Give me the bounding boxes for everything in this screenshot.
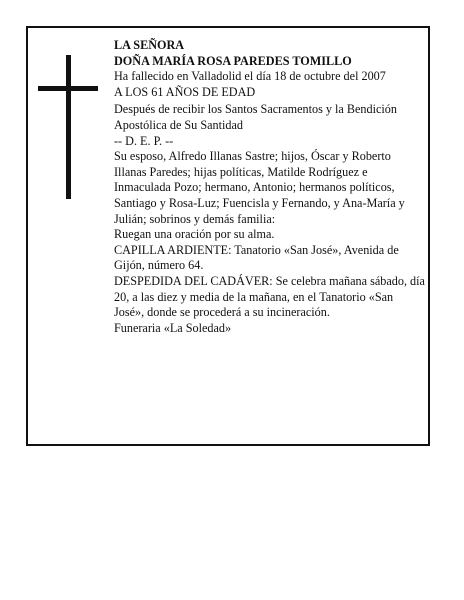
- obituary-text: [114, 38, 426, 338]
- cross-icon: [38, 55, 98, 199]
- chapel-line: CAPILLA ARDIENTE: Tanatorio «San José», Avenida de Gijón, número 64.: [114, 242, 399, 273]
- sacraments-line: Después de recibir los Santos Sacramentos y la Bendición Apostólica de Su Santidad: [114, 102, 397, 132]
- age-line: A LOS 61 AÑOS DE EDAD: [114, 84, 256, 99]
- cross-horizontal-bar: [38, 86, 98, 91]
- obituary-notice: [26, 26, 430, 446]
- title-line-1: LA SEÑORA: [114, 38, 185, 52]
- family-line: Su esposo, Alfredo Illanas Sastre; hijos, Óscar y Roberto Illanas Paredes; hijas políticas, Matilde Rodríguez e Inmaculada Pozo; hermano, Antonio; hermanos políticos, Santiago y Rosa-Luz; Fuencisla y Fernando, y Ana-María y Julián; sobrinos y demás familia:: [114, 149, 405, 226]
- deceased-name: DOÑA MARÍA ROSA PAREDES TOMILLO: [114, 53, 352, 68]
- cross-vertical-bar: [66, 55, 71, 199]
- death-line: Ha fallecido en Valladolid el día 18 de octubre del 2007: [114, 69, 386, 84]
- prayer-line: Ruegan una oración por su alma.: [114, 227, 275, 242]
- farewell-line: DESPEDIDA DEL CADÁVER: Se celebra mañana sábado, día 20, a las diez y media de la mañana, en el Tanatorio «San José», donde se procederá a su incineración.: [114, 273, 425, 320]
- funeral-home-line: Funeraria «La Soledad»: [114, 320, 232, 335]
- dep-line: -- D. E. P. --: [114, 133, 174, 148]
